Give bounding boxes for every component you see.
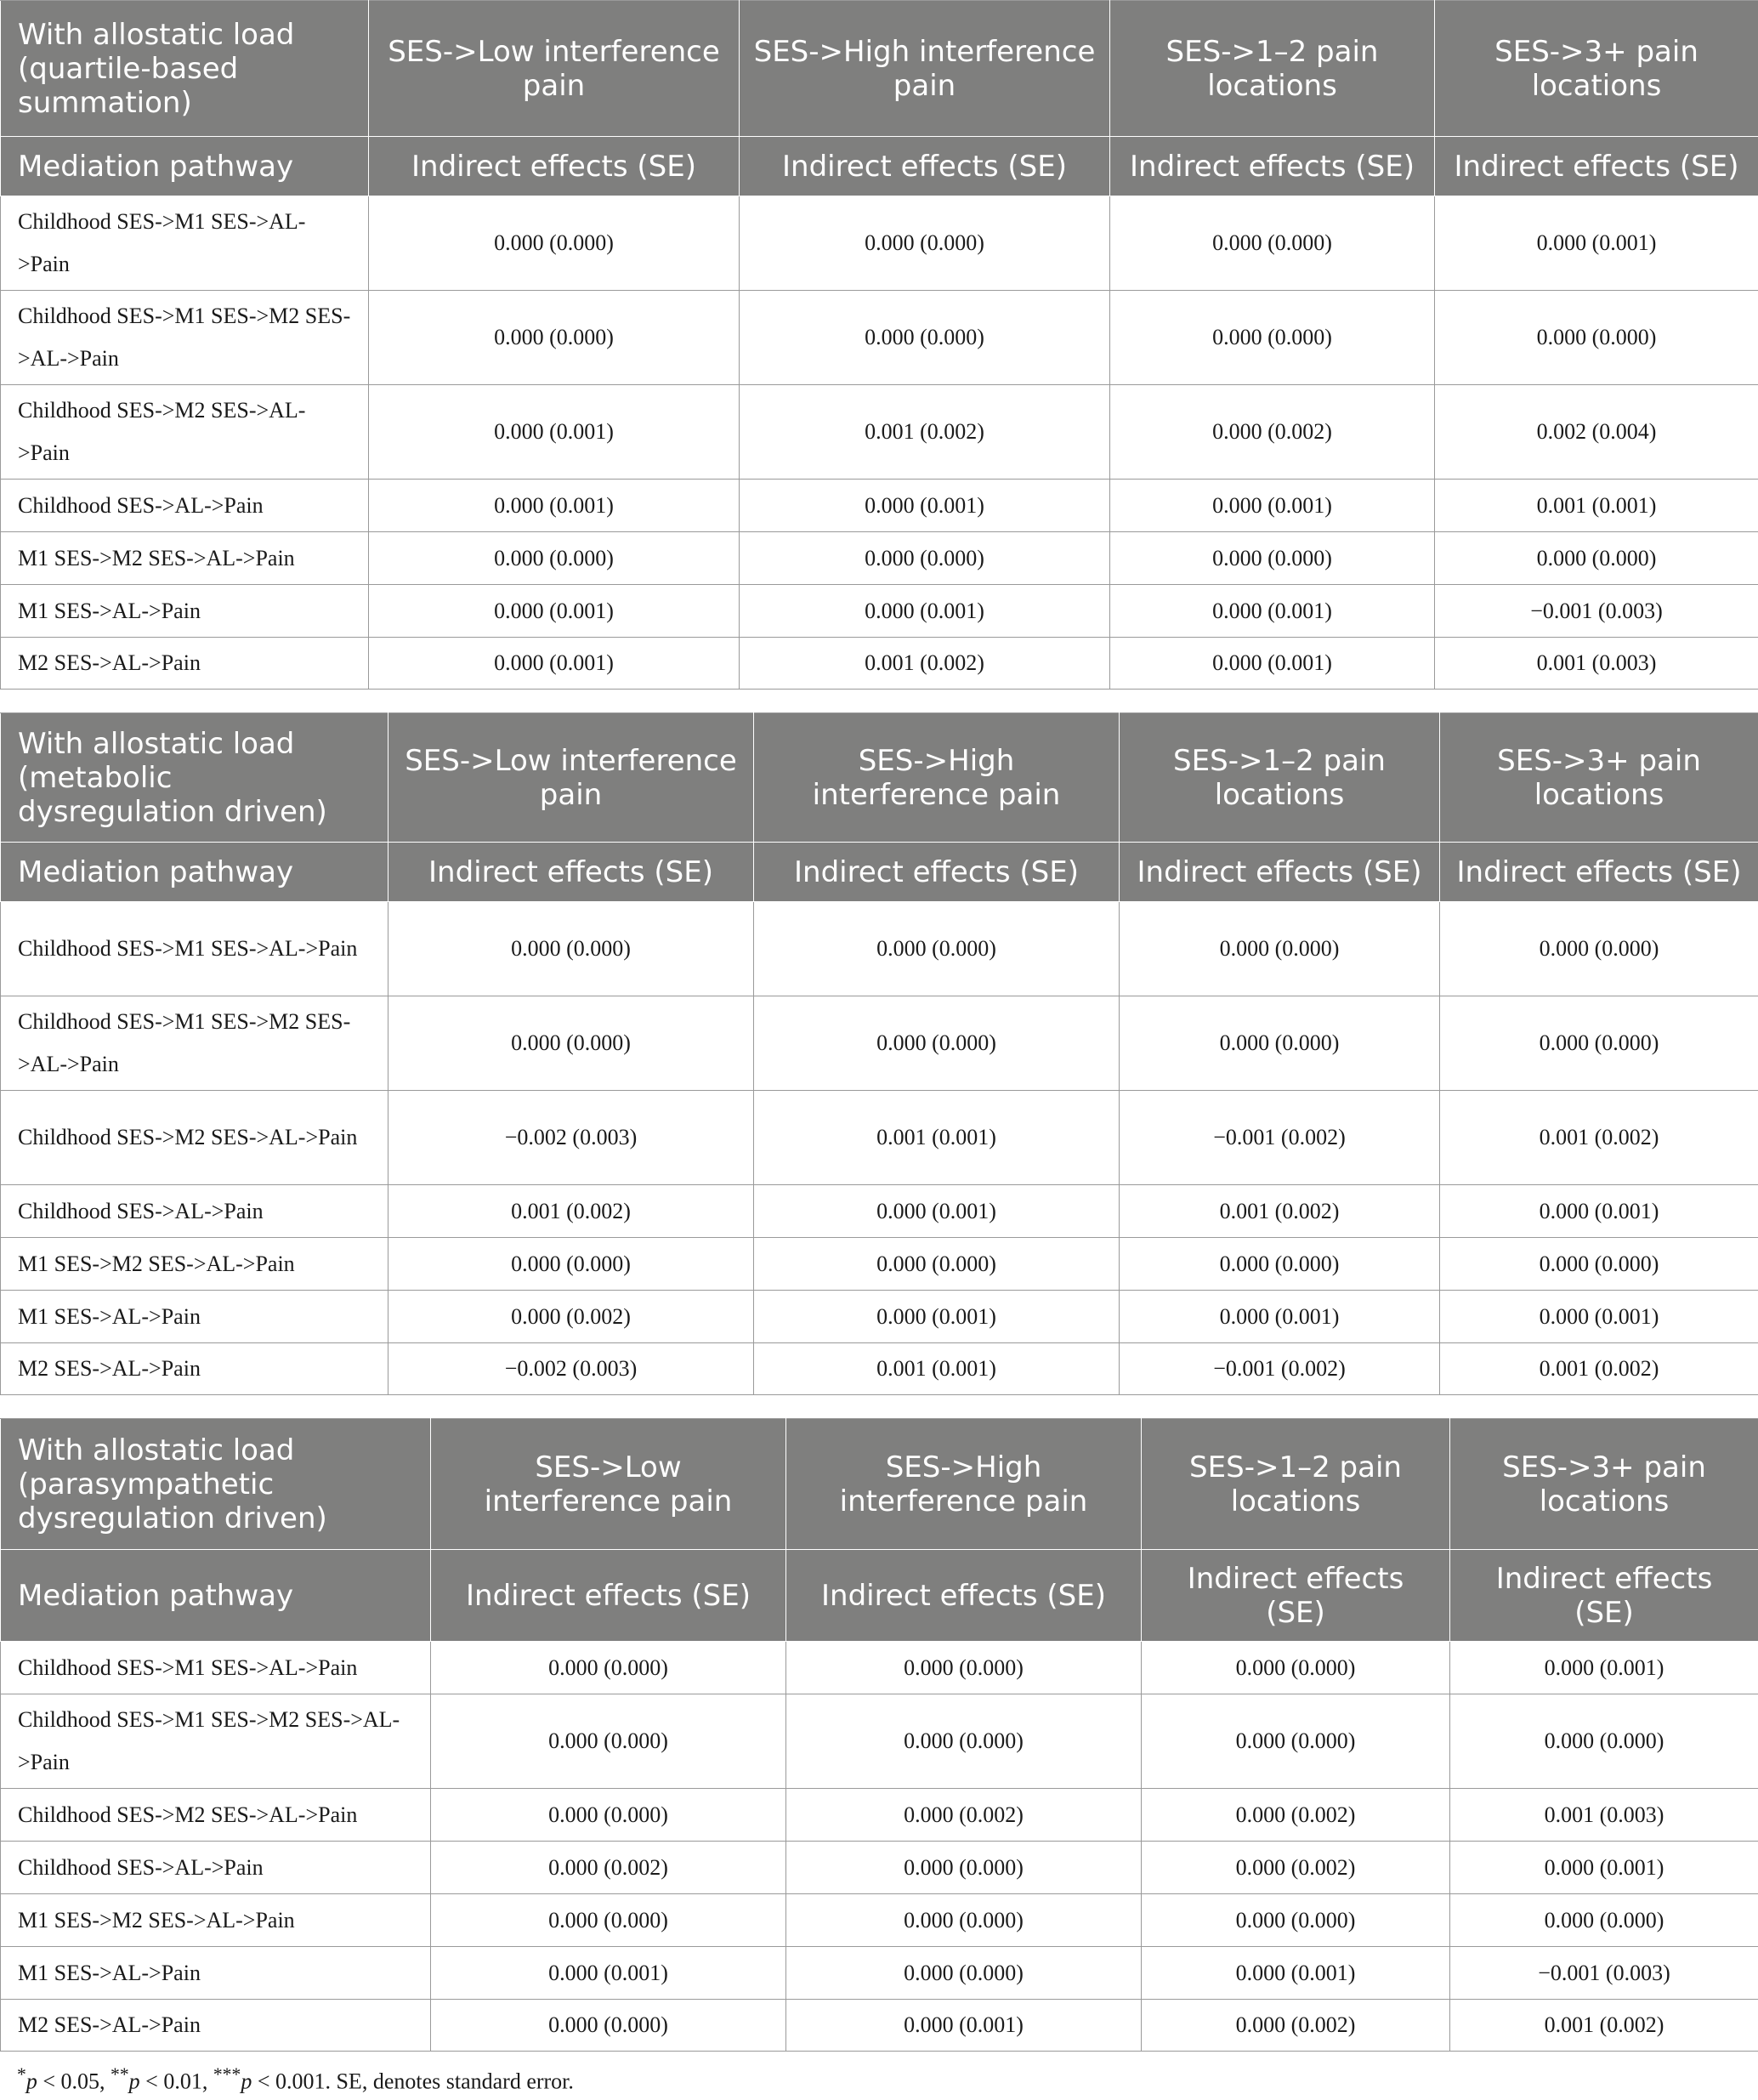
table-row	[1, 1694, 1758, 1789]
value-cell: 0.000 (0.000)	[1440, 1238, 1758, 1291]
pathway-cell: Childhood SES->M2 SES->AL->Pain	[1, 1789, 431, 1842]
table-row	[1, 291, 1758, 385]
value-cell: 0.000 (0.000)	[1120, 902, 1440, 996]
value-cell: 0.000 (0.000)	[1450, 1894, 1758, 1947]
table-row	[1, 1842, 1758, 1894]
value-cell: 0.000 (0.000)	[388, 996, 754, 1091]
value-cell: 0.001 (0.002)	[1120, 1185, 1440, 1238]
value-cell: −0.001 (0.003)	[1435, 585, 1758, 638]
column-header: SES->3+ pain locations	[1440, 713, 1758, 843]
value-cell: 0.000 (0.000)	[1450, 1694, 1758, 1789]
pathway-cell: M1 SES->M2 SES->AL->Pain	[1, 532, 369, 585]
value-cell: 0.000 (0.001)	[1450, 1642, 1758, 1694]
value-cell: 0.000 (0.000)	[1142, 1894, 1450, 1947]
footnote-p-symbol: p	[26, 2069, 37, 2094]
pathway-cell: M1 SES->AL->Pain	[1, 585, 369, 638]
value-cell: −0.002 (0.003)	[388, 1091, 754, 1185]
mediation-pathway-header: Mediation pathway	[1, 1550, 431, 1642]
value-cell: 0.000 (0.000)	[740, 532, 1110, 585]
value-cell: 0.000 (0.001)	[369, 385, 740, 480]
pathway-cell: M2 SES->AL->Pain	[1, 1343, 388, 1395]
table-row	[1, 532, 1758, 585]
column-header: SES->Low interference pain	[369, 1, 740, 137]
value-cell: 0.000 (0.000)	[431, 1642, 786, 1694]
value-cell: 0.001 (0.001)	[754, 1091, 1120, 1185]
value-cell: 0.000 (0.000)	[1110, 532, 1435, 585]
value-cell: 0.000 (0.000)	[1120, 996, 1440, 1091]
value-cell: 0.000 (0.001)	[740, 585, 1110, 638]
table-row	[1, 1091, 1758, 1185]
value-cell: 0.000 (0.000)	[1110, 196, 1435, 291]
value-cell: 0.000 (0.000)	[388, 1238, 754, 1291]
value-cell: 0.000 (0.001)	[1110, 585, 1435, 638]
value-cell: 0.000 (0.000)	[1440, 902, 1758, 996]
value-cell: 0.001 (0.002)	[388, 1185, 754, 1238]
value-cell: 0.000 (0.001)	[754, 1185, 1120, 1238]
value-cell: 0.000 (0.002)	[1142, 1789, 1450, 1842]
value-cell: 0.000 (0.000)	[786, 1642, 1142, 1694]
value-cell: −0.001 (0.003)	[1450, 1947, 1758, 2000]
value-cell: 0.000 (0.000)	[786, 1894, 1142, 1947]
indirect-effects-header: Indirect effects (SE)	[1110, 137, 1435, 196]
value-cell: 0.000 (0.000)	[754, 902, 1120, 996]
value-cell: 0.000 (0.000)	[1142, 1694, 1450, 1789]
value-cell: 0.000 (0.002)	[1110, 385, 1435, 480]
mediation-pathway-header: Mediation pathway	[1, 137, 369, 196]
indirect-effects-header: Indirect effects (SE)	[1440, 843, 1758, 902]
indirect-effects-header: Indirect effects (SE)	[1120, 843, 1440, 902]
value-cell: 0.001 (0.001)	[754, 1343, 1120, 1395]
value-cell: 0.000 (0.001)	[1142, 1947, 1450, 2000]
pathway-cell: Childhood SES->M1 SES->AL->Pain	[1, 1642, 431, 1694]
value-cell: 0.001 (0.001)	[1435, 480, 1758, 532]
column-header: SES->High interference pain	[786, 1419, 1142, 1550]
column-header: SES->1–2 pain locations	[1120, 713, 1440, 843]
value-cell: 0.000 (0.000)	[431, 1694, 786, 1789]
footnote-marker: **	[111, 2064, 129, 2085]
value-cell: 0.000 (0.002)	[431, 1842, 786, 1894]
value-cell: 0.000 (0.000)	[754, 996, 1120, 1091]
value-cell: −0.001 (0.002)	[1120, 1091, 1440, 1185]
table-subheader-row	[1, 843, 1758, 902]
table-row	[1, 638, 1758, 690]
footnote-p-symbol: p	[241, 2069, 252, 2094]
value-cell: 0.000 (0.001)	[1110, 638, 1435, 690]
column-header: SES->3+ pain locations	[1450, 1419, 1758, 1550]
mediation-table-parasympathetic	[0, 1418, 1758, 2052]
value-cell: 0.000 (0.002)	[1142, 2000, 1450, 2052]
pathway-cell: Childhood SES->AL->Pain	[1, 480, 369, 532]
pathway-cell: Childhood SES->M1 SES->AL->Pain	[1, 196, 369, 291]
pathway-cell: Childhood SES->AL->Pain	[1, 1842, 431, 1894]
value-cell: 0.000 (0.000)	[754, 1238, 1120, 1291]
indirect-effects-header: Indirect effects (SE)	[388, 843, 754, 902]
value-cell: 0.000 (0.000)	[740, 291, 1110, 385]
footnote-text: < 0.001. SE, denotes standard error.	[252, 2069, 574, 2094]
pathway-cell: M1 SES->M2 SES->AL->Pain	[1, 1894, 431, 1947]
value-cell: 0.000 (0.002)	[1142, 1842, 1450, 1894]
value-cell: 0.000 (0.001)	[1435, 196, 1758, 291]
table-row	[1, 480, 1758, 532]
value-cell: 0.000 (0.001)	[786, 2000, 1142, 2052]
table-row	[1, 1894, 1758, 1947]
indirect-effects-header: Indirect effects (SE)	[1450, 1550, 1758, 1642]
indirect-effects-header: Indirect effects (SE)	[754, 843, 1120, 902]
value-cell: 0.000 (0.001)	[754, 1291, 1120, 1343]
column-header: SES->3+ pain locations	[1435, 1, 1758, 137]
table-title: With allostatic load (metabolic dysregulation driven)	[1, 713, 388, 843]
indirect-effects-header: Indirect effects (SE)	[1142, 1550, 1450, 1642]
column-header: SES->High interference pain	[754, 713, 1120, 843]
value-cell: 0.000 (0.000)	[1440, 996, 1758, 1091]
value-cell: 0.000 (0.000)	[740, 196, 1110, 291]
value-cell: 0.001 (0.002)	[740, 638, 1110, 690]
table-row	[1, 1789, 1758, 1842]
column-header: SES->1–2 pain locations	[1142, 1419, 1450, 1550]
pathway-cell: Childhood SES->AL->Pain	[1, 1185, 388, 1238]
table-row	[1, 196, 1758, 291]
indirect-effects-header: Indirect effects (SE)	[1435, 137, 1758, 196]
value-cell: 0.000 (0.001)	[431, 1947, 786, 2000]
pathway-cell: Childhood SES->M2 SES->AL->Pain	[1, 385, 369, 480]
pathway-cell: M1 SES->AL->Pain	[1, 1947, 431, 2000]
table-header-row	[1, 1, 1758, 137]
value-cell: 0.000 (0.001)	[1120, 1291, 1440, 1343]
pathway-cell: M1 SES->M2 SES->AL->Pain	[1, 1238, 388, 1291]
value-cell: 0.000 (0.002)	[388, 1291, 754, 1343]
indirect-effects-header: Indirect effects (SE)	[786, 1550, 1142, 1642]
table-row	[1, 996, 1758, 1091]
column-header: SES->Low interference pain	[388, 713, 754, 843]
table-subheader-row	[1, 1550, 1758, 1642]
pathway-cell: M2 SES->AL->Pain	[1, 638, 369, 690]
table-row	[1, 1947, 1758, 2000]
value-cell: 0.000 (0.000)	[1435, 532, 1758, 585]
indirect-effects-header: Indirect effects (SE)	[431, 1550, 786, 1642]
value-cell: 0.000 (0.002)	[786, 1789, 1142, 1842]
value-cell: 0.001 (0.002)	[1440, 1343, 1758, 1395]
table-footnote	[17, 2064, 574, 2095]
value-cell: 0.000 (0.000)	[369, 291, 740, 385]
value-cell: −0.001 (0.002)	[1120, 1343, 1440, 1395]
value-cell: 0.000 (0.001)	[1110, 480, 1435, 532]
footnote-marker: ***	[213, 2064, 241, 2085]
table-row	[1, 1343, 1758, 1395]
value-cell: 0.000 (0.000)	[369, 532, 740, 585]
value-cell: 0.000 (0.001)	[369, 638, 740, 690]
table-title: With allostatic load (quartile-based summation)	[1, 1, 369, 137]
table-row	[1, 1291, 1758, 1343]
value-cell: 0.000 (0.000)	[431, 2000, 786, 2052]
value-cell: 0.000 (0.000)	[1142, 1642, 1450, 1694]
value-cell: 0.000 (0.000)	[1110, 291, 1435, 385]
value-cell: 0.000 (0.001)	[369, 480, 740, 532]
mediation-table-metabolic	[0, 712, 1758, 1395]
value-cell: 0.000 (0.000)	[1435, 291, 1758, 385]
value-cell: 0.000 (0.000)	[431, 1894, 786, 1947]
mediation-table-quartile	[0, 0, 1758, 690]
pathway-cell: Childhood SES->M1 SES->M2 SES->AL->Pain	[1, 291, 369, 385]
table-row	[1, 1185, 1758, 1238]
table-header-row	[1, 713, 1758, 843]
value-cell: 0.000 (0.000)	[369, 196, 740, 291]
footnote-p-symbol: p	[128, 2069, 140, 2094]
value-cell: 0.000 (0.001)	[1450, 1842, 1758, 1894]
value-cell: 0.000 (0.001)	[369, 585, 740, 638]
indirect-effects-header: Indirect effects (SE)	[369, 137, 740, 196]
table-row	[1, 2000, 1758, 2052]
value-cell: 0.002 (0.004)	[1435, 385, 1758, 480]
value-cell: 0.000 (0.001)	[1440, 1291, 1758, 1343]
value-cell: −0.002 (0.003)	[388, 1343, 754, 1395]
pathway-cell: Childhood SES->M1 SES->M2 SES->AL->Pain	[1, 996, 388, 1091]
table-row	[1, 1238, 1758, 1291]
table-row	[1, 1642, 1758, 1694]
value-cell: 0.000 (0.000)	[786, 1842, 1142, 1894]
pathway-cell: M1 SES->AL->Pain	[1, 1291, 388, 1343]
table-title: With allostatic load (parasympathetic dysregulation driven)	[1, 1419, 431, 1550]
value-cell: 0.001 (0.002)	[1440, 1091, 1758, 1185]
table-row	[1, 902, 1758, 996]
footnote-text: < 0.05,	[37, 2069, 111, 2094]
footnote-marker: *	[17, 2064, 26, 2085]
table-subheader-row	[1, 137, 1758, 196]
pathway-cell: Childhood SES->M1 SES->M2 SES->AL->Pain	[1, 1694, 431, 1789]
value-cell: 0.000 (0.001)	[1440, 1185, 1758, 1238]
column-header: SES->High interference pain	[740, 1, 1110, 137]
pathway-cell: Childhood SES->M2 SES->AL->Pain	[1, 1091, 388, 1185]
column-header: SES->1–2 pain locations	[1110, 1, 1435, 137]
pathway-cell: Childhood SES->M1 SES->AL->Pain	[1, 902, 388, 996]
value-cell: 0.001 (0.003)	[1435, 638, 1758, 690]
table-header-row	[1, 1419, 1758, 1550]
value-cell: 0.000 (0.000)	[786, 1947, 1142, 2000]
mediation-pathway-header: Mediation pathway	[1, 843, 388, 902]
footnote-text: < 0.01,	[139, 2069, 213, 2094]
indirect-effects-header: Indirect effects (SE)	[740, 137, 1110, 196]
value-cell: 0.000 (0.000)	[1120, 1238, 1440, 1291]
table-row	[1, 585, 1758, 638]
table-row	[1, 385, 1758, 480]
pathway-cell: M2 SES->AL->Pain	[1, 2000, 431, 2052]
value-cell: 0.001 (0.002)	[1450, 2000, 1758, 2052]
value-cell: 0.001 (0.002)	[740, 385, 1110, 480]
value-cell: 0.001 (0.003)	[1450, 1789, 1758, 1842]
value-cell: 0.000 (0.000)	[388, 902, 754, 996]
value-cell: 0.000 (0.000)	[431, 1789, 786, 1842]
value-cell: 0.000 (0.000)	[786, 1694, 1142, 1789]
column-header: SES->Low interference pain	[431, 1419, 786, 1550]
value-cell: 0.000 (0.001)	[740, 480, 1110, 532]
